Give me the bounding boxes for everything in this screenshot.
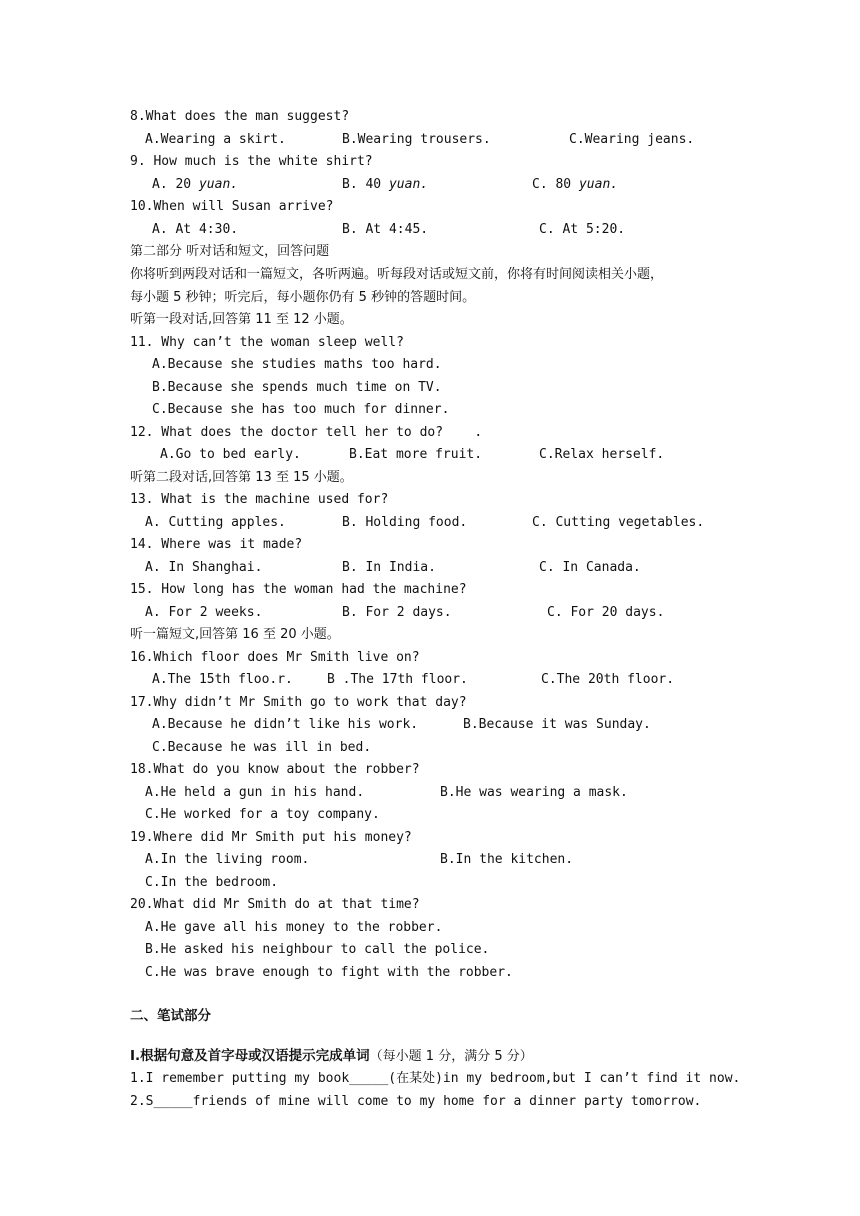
dialog1-label: 听第一段对话,回答第 11 至 12 小题。 <box>130 312 353 327</box>
q15-option-c: C. For 20 days. <box>547 605 665 620</box>
writing-section-title: 二、笔试部分 <box>130 1008 211 1024</box>
q12-stem: 12. What does the doctor tell her to do? . <box>130 425 483 440</box>
q12-option-c: C.Relax herself. <box>539 447 665 462</box>
q11-stem: 11. Why can’t the woman sleep well? <box>130 335 404 350</box>
q19-option-a: A.In the living room. <box>145 852 310 867</box>
q16-option-c: C.The 20th floor. <box>541 672 675 687</box>
q10-option-c: C. At 5:20. <box>539 222 626 237</box>
q18-option-b: B.He was wearing a mask. <box>440 785 628 800</box>
q19-option-c: C.In the bedroom. <box>145 875 279 890</box>
q11-option-b: B.Because she spends much time on TV. <box>152 380 442 395</box>
part2-instructions-line2: 每小题 5 秒钟；听完后，每小题你仍有 5 秒钟的答题时间。 <box>130 290 476 305</box>
q16-option-a: A.The 15th floo.r. <box>152 672 293 687</box>
q14-option-a: A. In Shanghai. <box>145 560 263 575</box>
q16-stem: 16.Which floor does Mr Smith live on? <box>130 650 420 665</box>
q17-stem: 17.Why didn’t Mr Smith go to work that day? <box>130 695 467 710</box>
q18-option-a: A.He held a gun in his hand. <box>145 785 365 800</box>
q17-option-a: A.Because he didn’t like his work. <box>152 717 419 732</box>
q15-option-b: B. For 2 days. <box>342 605 452 620</box>
part2-instructions-line1: 你将听到两段对话和一篇短文，各听两遍。听每段对话或短文前，你将有时间阅读相关小题， <box>130 267 664 282</box>
dialog2-label: 听第二段对话,回答第 13 至 15 小题。 <box>130 470 353 485</box>
q9-option-a: A. 20 yuan. <box>152 177 239 192</box>
q8-option-b: B.Wearing trousers. <box>342 132 491 147</box>
q13-option-b: B. Holding food. <box>342 515 468 530</box>
q20-option-b: B.He asked his neighbour to call the police. <box>145 942 490 957</box>
passage-label: 听一篇短文,回答第 16 至 20 小题。 <box>130 627 340 642</box>
part2-title: 第二部分 听对话和短文，回答问题 <box>130 244 330 259</box>
q12-option-b: B.Eat more fruit. <box>349 447 483 462</box>
q19-option-b: B.In the kitchen. <box>440 852 574 867</box>
q15-stem: 15. How long has the woman had the machine? <box>130 582 467 597</box>
q20-stem: 20.What did Mr Smith do at that time? <box>130 897 420 912</box>
q18-stem: 18.What do you know about the robber? <box>130 762 420 777</box>
q17-option-b: B.Because it was Sunday. <box>463 717 651 732</box>
q17-option-c: C.Because he was ill in bed. <box>152 740 372 755</box>
q15-option-a: A. For 2 weeks. <box>145 605 263 620</box>
q14-option-b: B. In India. <box>342 560 436 575</box>
q20-option-a: A.He gave all his money to the robber. <box>145 920 443 935</box>
q13-stem: 13. What is the machine used for? <box>130 492 389 507</box>
q9-option-c: C. 80 yuan. <box>532 177 619 192</box>
writing-item-2: 2.S_____friends of mine will come to my home for a dinner party tomorrow. <box>130 1094 702 1109</box>
q13-option-c: C. Cutting vegetables. <box>532 515 705 530</box>
q9-stem: 9. How much is the white shirt? <box>130 154 373 169</box>
q10-option-b: B. At 4:45. <box>342 222 429 237</box>
q14-stem: 14. Where was it made? <box>130 537 303 552</box>
q20-option-c: C.He was brave enough to fight with the robber. <box>145 965 513 980</box>
q9-option-b: B. 40 yuan. <box>342 177 429 192</box>
q19-stem: 19.Where did Mr Smith put his money? <box>130 830 412 845</box>
q8-stem: 8.What does the man suggest? <box>130 109 350 124</box>
q16-option-b: B .The 17th floor. <box>327 672 468 687</box>
q11-option-a: A.Because she studies maths too hard. <box>152 357 442 372</box>
q10-option-a: A. At 4:30. <box>152 222 239 237</box>
q18-option-c: C.He worked for a toy company. <box>145 807 380 822</box>
q12-option-a: A.Go to bed early. <box>160 447 301 462</box>
q10-stem: 10.When will Susan arrive? <box>130 199 334 214</box>
q8-option-a: A.Wearing a skirt. <box>145 132 286 147</box>
q8-option-c: C.Wearing jeans. <box>569 132 695 147</box>
q14-option-c: C. In Canada. <box>539 560 641 575</box>
writing-part1-heading: Ⅰ.根据句意及首字母或汉语提示完成单词（每小题 1 分，满分 5 分） <box>130 1048 533 1064</box>
writing-item-1: 1.I remember putting my book_____(在某处)in my bedroom,but I can’t find it now. <box>130 1071 741 1086</box>
q11-option-c: C.Because she has too much for dinner. <box>152 402 450 417</box>
q13-option-a: A. Cutting apples. <box>145 515 286 530</box>
